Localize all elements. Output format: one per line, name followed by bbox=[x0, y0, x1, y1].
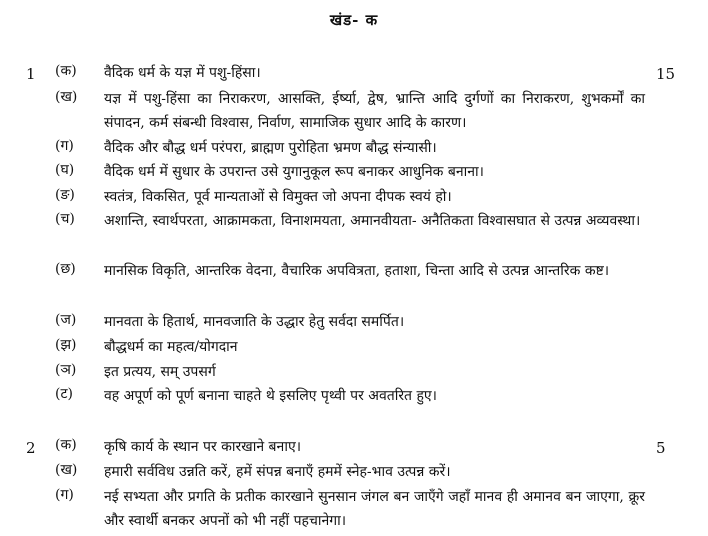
item-text: कृषि कार्य के स्थान पर कारखाने बनाए। bbox=[104, 439, 301, 455]
item-label: (च) bbox=[55, 211, 75, 227]
item-label: (ख) bbox=[55, 462, 78, 478]
item-label: (छ) bbox=[55, 261, 76, 277]
item-label: (ग) bbox=[55, 487, 74, 503]
item-label: (ज) bbox=[55, 312, 77, 328]
question-marks: 5 bbox=[656, 439, 666, 457]
question-number: 2 bbox=[26, 439, 36, 457]
item-text: अशान्ति, स्वार्थपरता, आक्रामकता, विनाशमयता, अमानवीयता- अनैतिकता विश्वासघात से उत्पन्न अव्यवस्था। bbox=[104, 213, 641, 229]
section-heading: खंड- क bbox=[329, 11, 379, 29]
item-text: वह अपूर्ण को पूर्ण बनाना चाहते थे इसलिए पृथ्वी पर अवतरित हुए। bbox=[104, 388, 437, 404]
item-text: बौद्धधर्म का महत्व/योगदान bbox=[104, 339, 238, 355]
question-number: 1 bbox=[26, 65, 36, 83]
item-label: (ग) bbox=[55, 138, 74, 154]
item-label: (क) bbox=[55, 437, 77, 453]
item-text: वैदिक धर्म में सुधार के उपरान्त उसे युगानुकूल रूप बनाकर आधुनिक बनाना। bbox=[104, 164, 484, 180]
item-text: मानवता के हितार्थ, मानवजाति के उद्धार हेतु सर्वदा समर्पित। bbox=[104, 314, 405, 330]
item-label: (ङ) bbox=[55, 187, 75, 203]
item-label: (ट) bbox=[55, 386, 73, 402]
item-label: (घ) bbox=[55, 162, 75, 178]
item-text: मानसिक विकृति, आन्तरिक वेदना, वैचारिक अपवित्रता, हताशा, चिन्ता आदि से उत्पन्न आन्तरिक कष्ट। bbox=[104, 263, 610, 279]
item-label: (झ) bbox=[55, 337, 77, 353]
item-text: इत प्रत्यय, सम् उपसर्ग bbox=[104, 364, 216, 380]
item-text: हमारी सर्वविध उन्नति करें, हमें संपन्न बनाएँ हममें स्नेह-भाव उत्पन्न करें। bbox=[104, 464, 451, 480]
item-text: नई सभ्यता और प्रगति के प्रतीक कारखाने सुनसान जंगल बन जाएँगे जहाँ मानव ही अमानव बन जाएगा, क्रूर और स्वार्थी बनकर अपनों को भी नहीं पहचानेगा। bbox=[104, 489, 645, 529]
item-text: वैदिक धर्म के यज्ञ में पशु-हिंसा। bbox=[104, 65, 261, 81]
item-text: स्वतंत्र, विकसित, पूर्व मान्यताओं से विमुक्त जो अपना दीपक स्वयं हो। bbox=[104, 189, 452, 205]
item-label: (ख) bbox=[55, 89, 78, 105]
item-text: यज्ञ में पशु-हिंसा का निराकरण, आसक्ति, ईर्ष्या, द्वेष, भ्रान्ति आदि दुर्गणों का निराकरण, शुभकर्मों का संपादन, कर्म संबन्धी विश्वास, निर्वाण, सामाजिक सुधार आदि के कारण। bbox=[104, 91, 645, 131]
item-label: (ञ) bbox=[55, 362, 77, 378]
item-text: वैदिक और बौद्ध धर्म परंपरा, ब्राह्मण पुरोहिता भ्रमण बौद्ध संन्यासी। bbox=[104, 140, 437, 156]
question-marks: 15 bbox=[656, 65, 676, 83]
item-label: (क) bbox=[55, 63, 77, 79]
